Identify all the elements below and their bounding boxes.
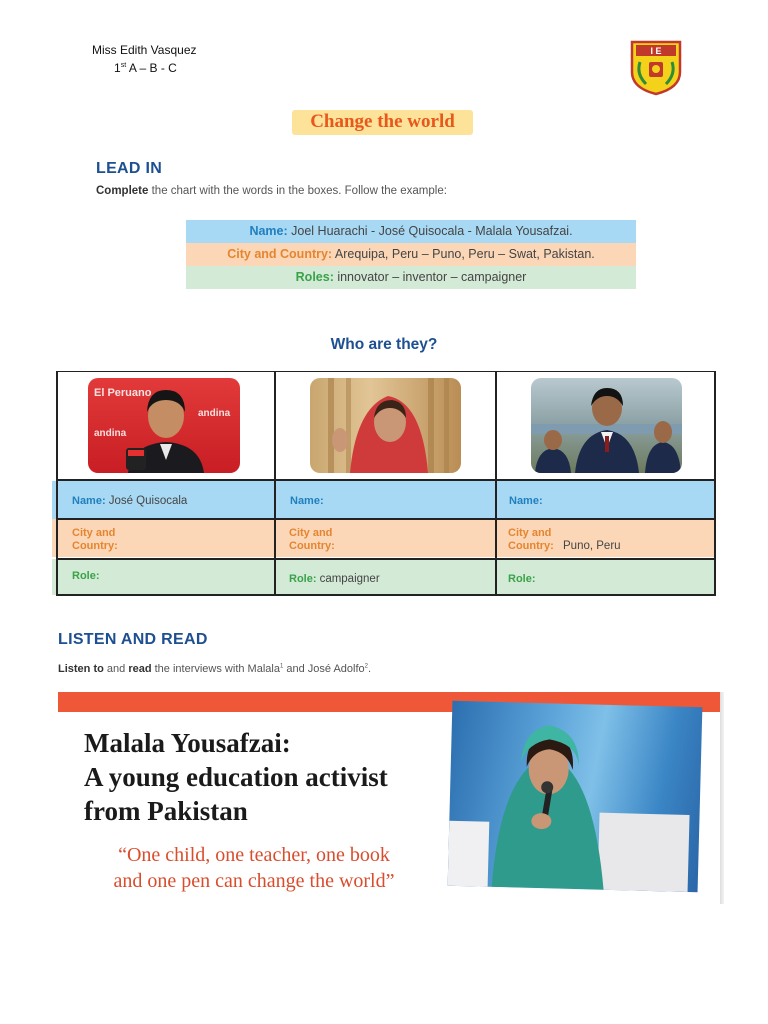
col1-city-cell: City and Country: [72, 527, 118, 552]
photo-badge-text: El Peruano [94, 387, 152, 399]
photo-jose-quisocala [88, 378, 240, 473]
col2-role-cell: Role: campaigner [289, 573, 380, 585]
photo-badge-text: andina [94, 428, 127, 439]
listen-and-read-heading: LISTEN AND READ [58, 631, 208, 648]
col3-role-cell: Role: [508, 573, 536, 585]
article-edge-shadow [720, 692, 724, 904]
photo-malala [310, 378, 461, 473]
worksheet-title: Change the world [292, 110, 473, 135]
school-crest-logo [628, 38, 684, 96]
row-divider [56, 558, 716, 560]
row-divider [56, 594, 716, 596]
teacher-info [92, 43, 197, 76]
article-quote: “One child, one teacher, one book and one pen can change the world” [113, 844, 395, 892]
col3-city-cell: City and Country: Puno, Peru [508, 527, 621, 552]
teacher-name: Miss Edith Vasquez [92, 43, 197, 57]
word-box-names: Name: Joel Huarachi - José Quisocala - Malala Yousafzai. [186, 220, 636, 243]
article-title: Malala Yousafzai: A young education activist from Pakistan [84, 728, 388, 826]
col1-name-cell: Name: José Quisocala [72, 495, 188, 507]
word-box-roles: Roles: innovator – inventor – campaigner [186, 266, 636, 289]
people-chart-table [56, 371, 716, 596]
photo-badge-text: andina [198, 408, 231, 419]
row-divider [56, 518, 716, 520]
col2-city-cell: City and Country: [289, 527, 335, 552]
col2-name-cell: Name: [290, 495, 324, 507]
column-divider [274, 371, 276, 596]
lead-in-instruction: Complete the chart with the words in the boxes. Follow the example: [96, 185, 447, 197]
lead-in-heading: LEAD IN [96, 160, 163, 177]
listen-instruction: Listen to and read the interviews with Malala$^1$ and José Adolfo$^2$. [58, 663, 372, 675]
column-divider [495, 371, 497, 596]
grade-line: 1st A – B - C [114, 61, 177, 75]
role-row [52, 559, 716, 595]
column-divider [714, 371, 716, 596]
column-divider [56, 371, 58, 596]
malala-article-banner [58, 692, 722, 904]
col3-name-cell: Name: [509, 495, 543, 507]
malala-speaking-photo [448, 701, 703, 892]
photo-students [531, 378, 682, 473]
row-divider [56, 479, 716, 481]
who-are-they-heading: Who are they? [330, 336, 438, 353]
col1-role-cell: Role: [72, 570, 100, 582]
crest-letters: I E [650, 46, 662, 56]
word-box-cities: City and Country: Arequipa, Peru – Puno, Peru – Swat, Pakistan. [186, 243, 636, 266]
